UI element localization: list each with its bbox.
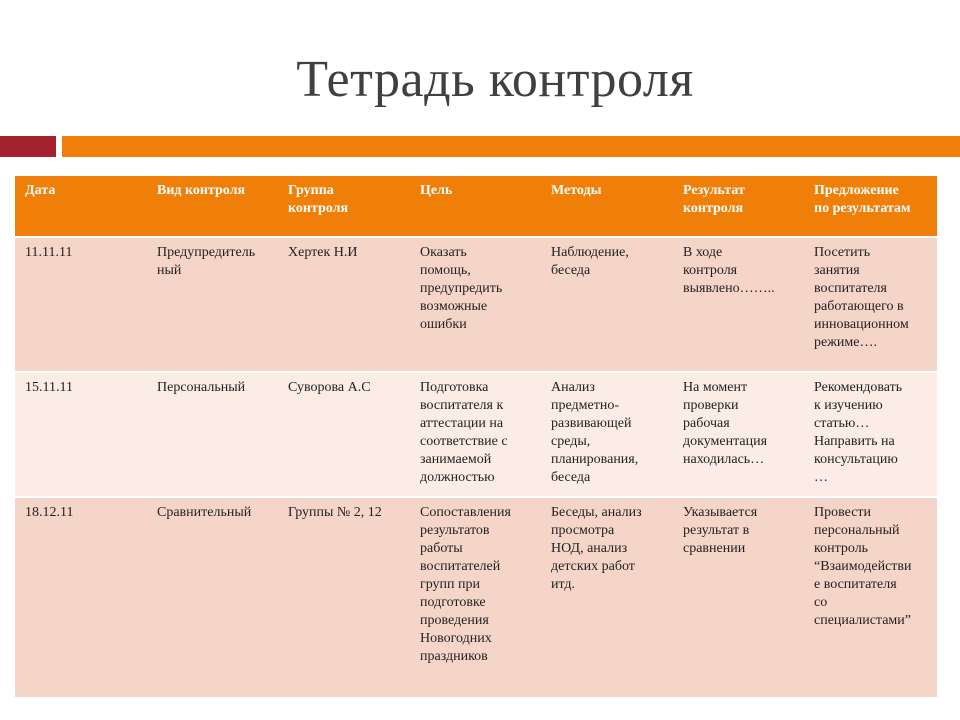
- table-cell: Провести персональный контроль “Взаимодействи е воспитателя со специалистами”: [804, 497, 937, 697]
- header-proposal: Предложение по результатам: [804, 176, 937, 237]
- table-cell: 18.12.11: [15, 497, 147, 697]
- table-header-row: [15, 176, 937, 237]
- slide-title: Тетрадь контроля: [296, 51, 694, 108]
- header-control-type: Вид контроля: [147, 176, 278, 237]
- table-row: [15, 237, 937, 372]
- header-control-group: Группа контроля: [278, 176, 410, 237]
- table-cell: Посетить занятия воспитателя работающего в инновационном режиме….: [804, 237, 937, 372]
- accent-bar-left: [0, 136, 56, 157]
- table-cell: Наблюдение, беседа: [541, 237, 673, 372]
- header-result: Результат контроля: [673, 176, 804, 237]
- table-cell: Хертек Н.И: [278, 237, 410, 372]
- table-cell: Анализ предметно- развивающей среды, планирования, беседа: [541, 372, 673, 497]
- table-cell: Беседы, анализ просмотра НОД, анализ детских работ итд.: [541, 497, 673, 697]
- header-date: Дата: [15, 176, 147, 237]
- table-cell: На момент проверки рабочая документация находилась…: [673, 372, 804, 497]
- table-cell: Сравнительный: [147, 497, 278, 697]
- table-cell: Группы № 2, 12: [278, 497, 410, 697]
- table-cell: 11.11.11: [15, 237, 147, 372]
- table-cell: Оказать помощь, предупредить возможные ошибки: [410, 237, 541, 372]
- table-cell: Подготовка воспитателя к аттестации на соответствие с занимаемой должностью: [410, 372, 541, 497]
- header-methods: Методы: [541, 176, 673, 237]
- table-row: [15, 372, 937, 497]
- control-table: [15, 176, 937, 697]
- header-goal: Цель: [410, 176, 541, 237]
- table-cell: Предупредитель ный: [147, 237, 278, 372]
- accent-bar-right: [62, 136, 960, 157]
- table-cell: Сопоставления результатов работы воспитателей групп при подготовке проведения Новогодних праздников: [410, 497, 541, 697]
- table-cell: Суворова А.С: [278, 372, 410, 497]
- table-row: [15, 497, 937, 697]
- table-cell: 15.11.11: [15, 372, 147, 497]
- table-cell: Персональный: [147, 372, 278, 497]
- table-cell: Указывается результат в сравнении: [673, 497, 804, 697]
- table-cell: Рекомендовать к изучению статью… Направить на консультацию …: [804, 372, 937, 497]
- table-cell: В ходе контроля выявлено……..: [673, 237, 804, 372]
